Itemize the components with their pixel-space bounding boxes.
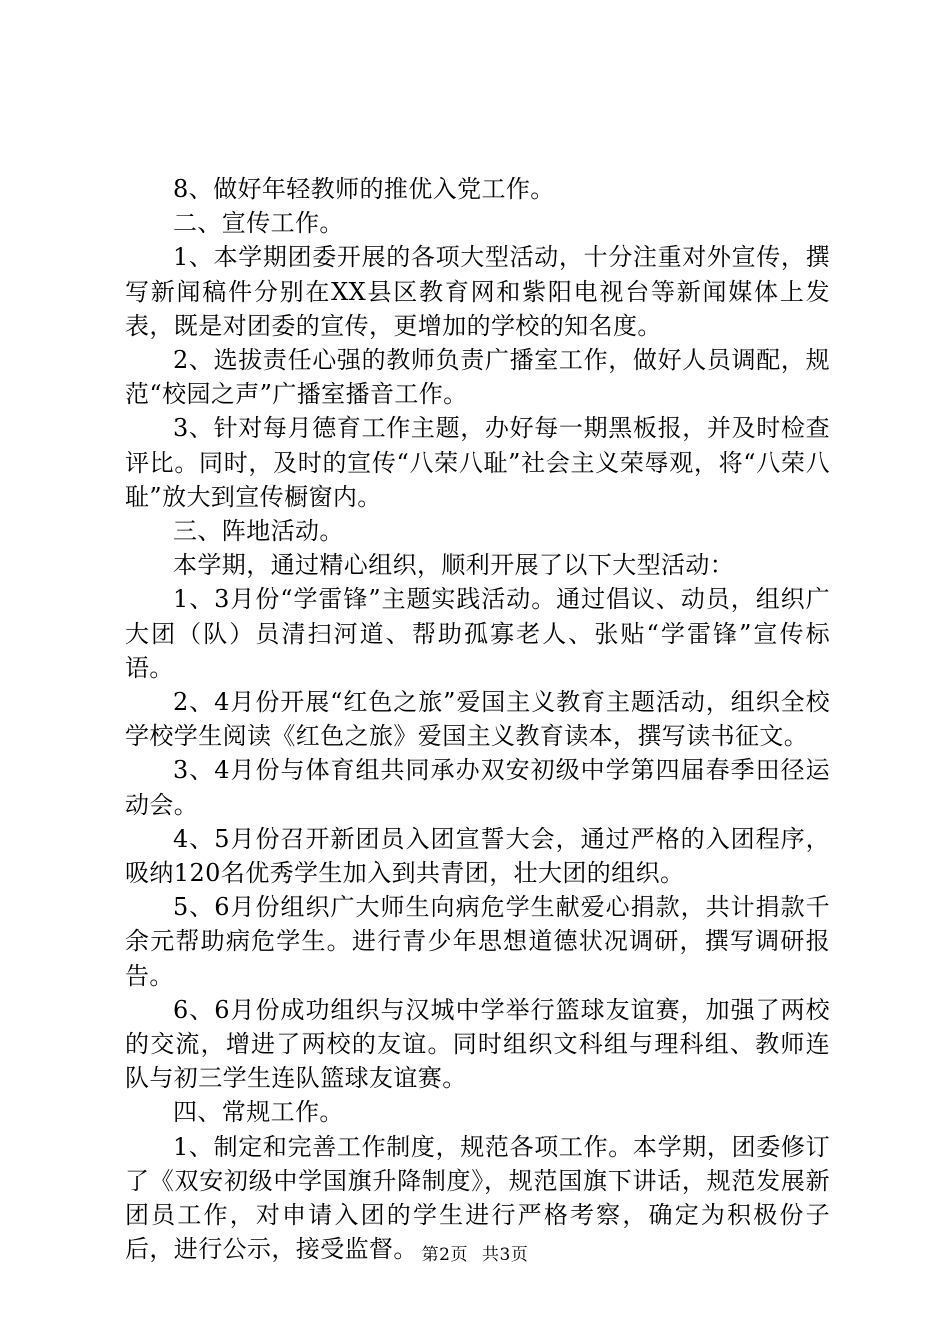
paragraph: 8、做好年轻教师的推优入党工作。 <box>173 175 555 203</box>
page-footer <box>0 1244 950 1266</box>
paragraph: 1、3月份“学雷锋”主题实践活动。通过倡议、动员，组织广大团（队）员清扫河道、帮助孤寡老人、张贴“学雷锋”宣传标语。 <box>125 585 830 682</box>
paragraph: 2、选拔责任心强的教师负责广播室工作，做好人员调配，规范“校园之声”广播室播音工作。 <box>125 346 830 409</box>
section-heading: 二、宣传工作。 <box>173 209 344 238</box>
paragraph: 4、5月份召开新团员入团宣誓大会，通过严格的入团程序，吸纳120名优秀学生加入到共青团，壮大团的组织。 <box>125 824 830 888</box>
paragraph: 6、6月份成功组织与汉城中学举行篮球友谊赛，加强了两校的交流，增进了两校的友谊。同时组织文科组与理科组、教师连队与初三学生连队篮球友谊赛。 <box>125 995 830 1093</box>
paragraph: 1、制定和完善工作制度，规范各项工作。本学期，团委修订了《双安初级中学国旗升降制度》，规范国旗下讲话，规范发展新团员工作，对申请入团的学生进行严格考察，确定为积极份子后，进行公示，接受监督。 <box>125 1132 830 1264</box>
document-body <box>125 172 830 1267</box>
page-number: 第2页 <box>421 1245 468 1265</box>
page-total: 共3页 <box>482 1245 529 1265</box>
paragraph: 3、针对每月德育工作主题，办好每一期黑板报，并及时检查评比。同时，及时的宣传“八荣八耻”社会主义荣辱观，将“八荣八耻”放大到宣传橱窗内。 <box>125 414 830 511</box>
paragraph: 5、6月份组织广大师生向病危学生献爱心捐款，共计捐款千余元帮助病危学生。进行青少年思想道德状况调研，撰写调研报告。 <box>125 893 830 990</box>
section-heading: 三、阵地活动。 <box>173 517 344 546</box>
paragraph: 1、本学期团委开展的各项大型活动，十分注重对外宣传，撰写新闻稿件分别在XX县区教育网和紫阳电视台等新闻媒体上发表，既是对团委的宣传，更增加的学校的知名度。 <box>125 243 830 340</box>
paragraph: 2、4月份开展“红色之旅”爱国主义教育主题活动，组织全校学校学生阅读《红色之旅》爱国主义教育读本，撰写读书征文。 <box>125 688 830 751</box>
section-heading: 四、常规工作。 <box>173 1098 344 1127</box>
paragraph: 3、4月份与体育组共同承办双安初级中学第四届春季田径运动会。 <box>125 756 830 819</box>
paragraph: 本学期，通过精心组织，顺利开展了以下大型活动： <box>173 551 735 580</box>
